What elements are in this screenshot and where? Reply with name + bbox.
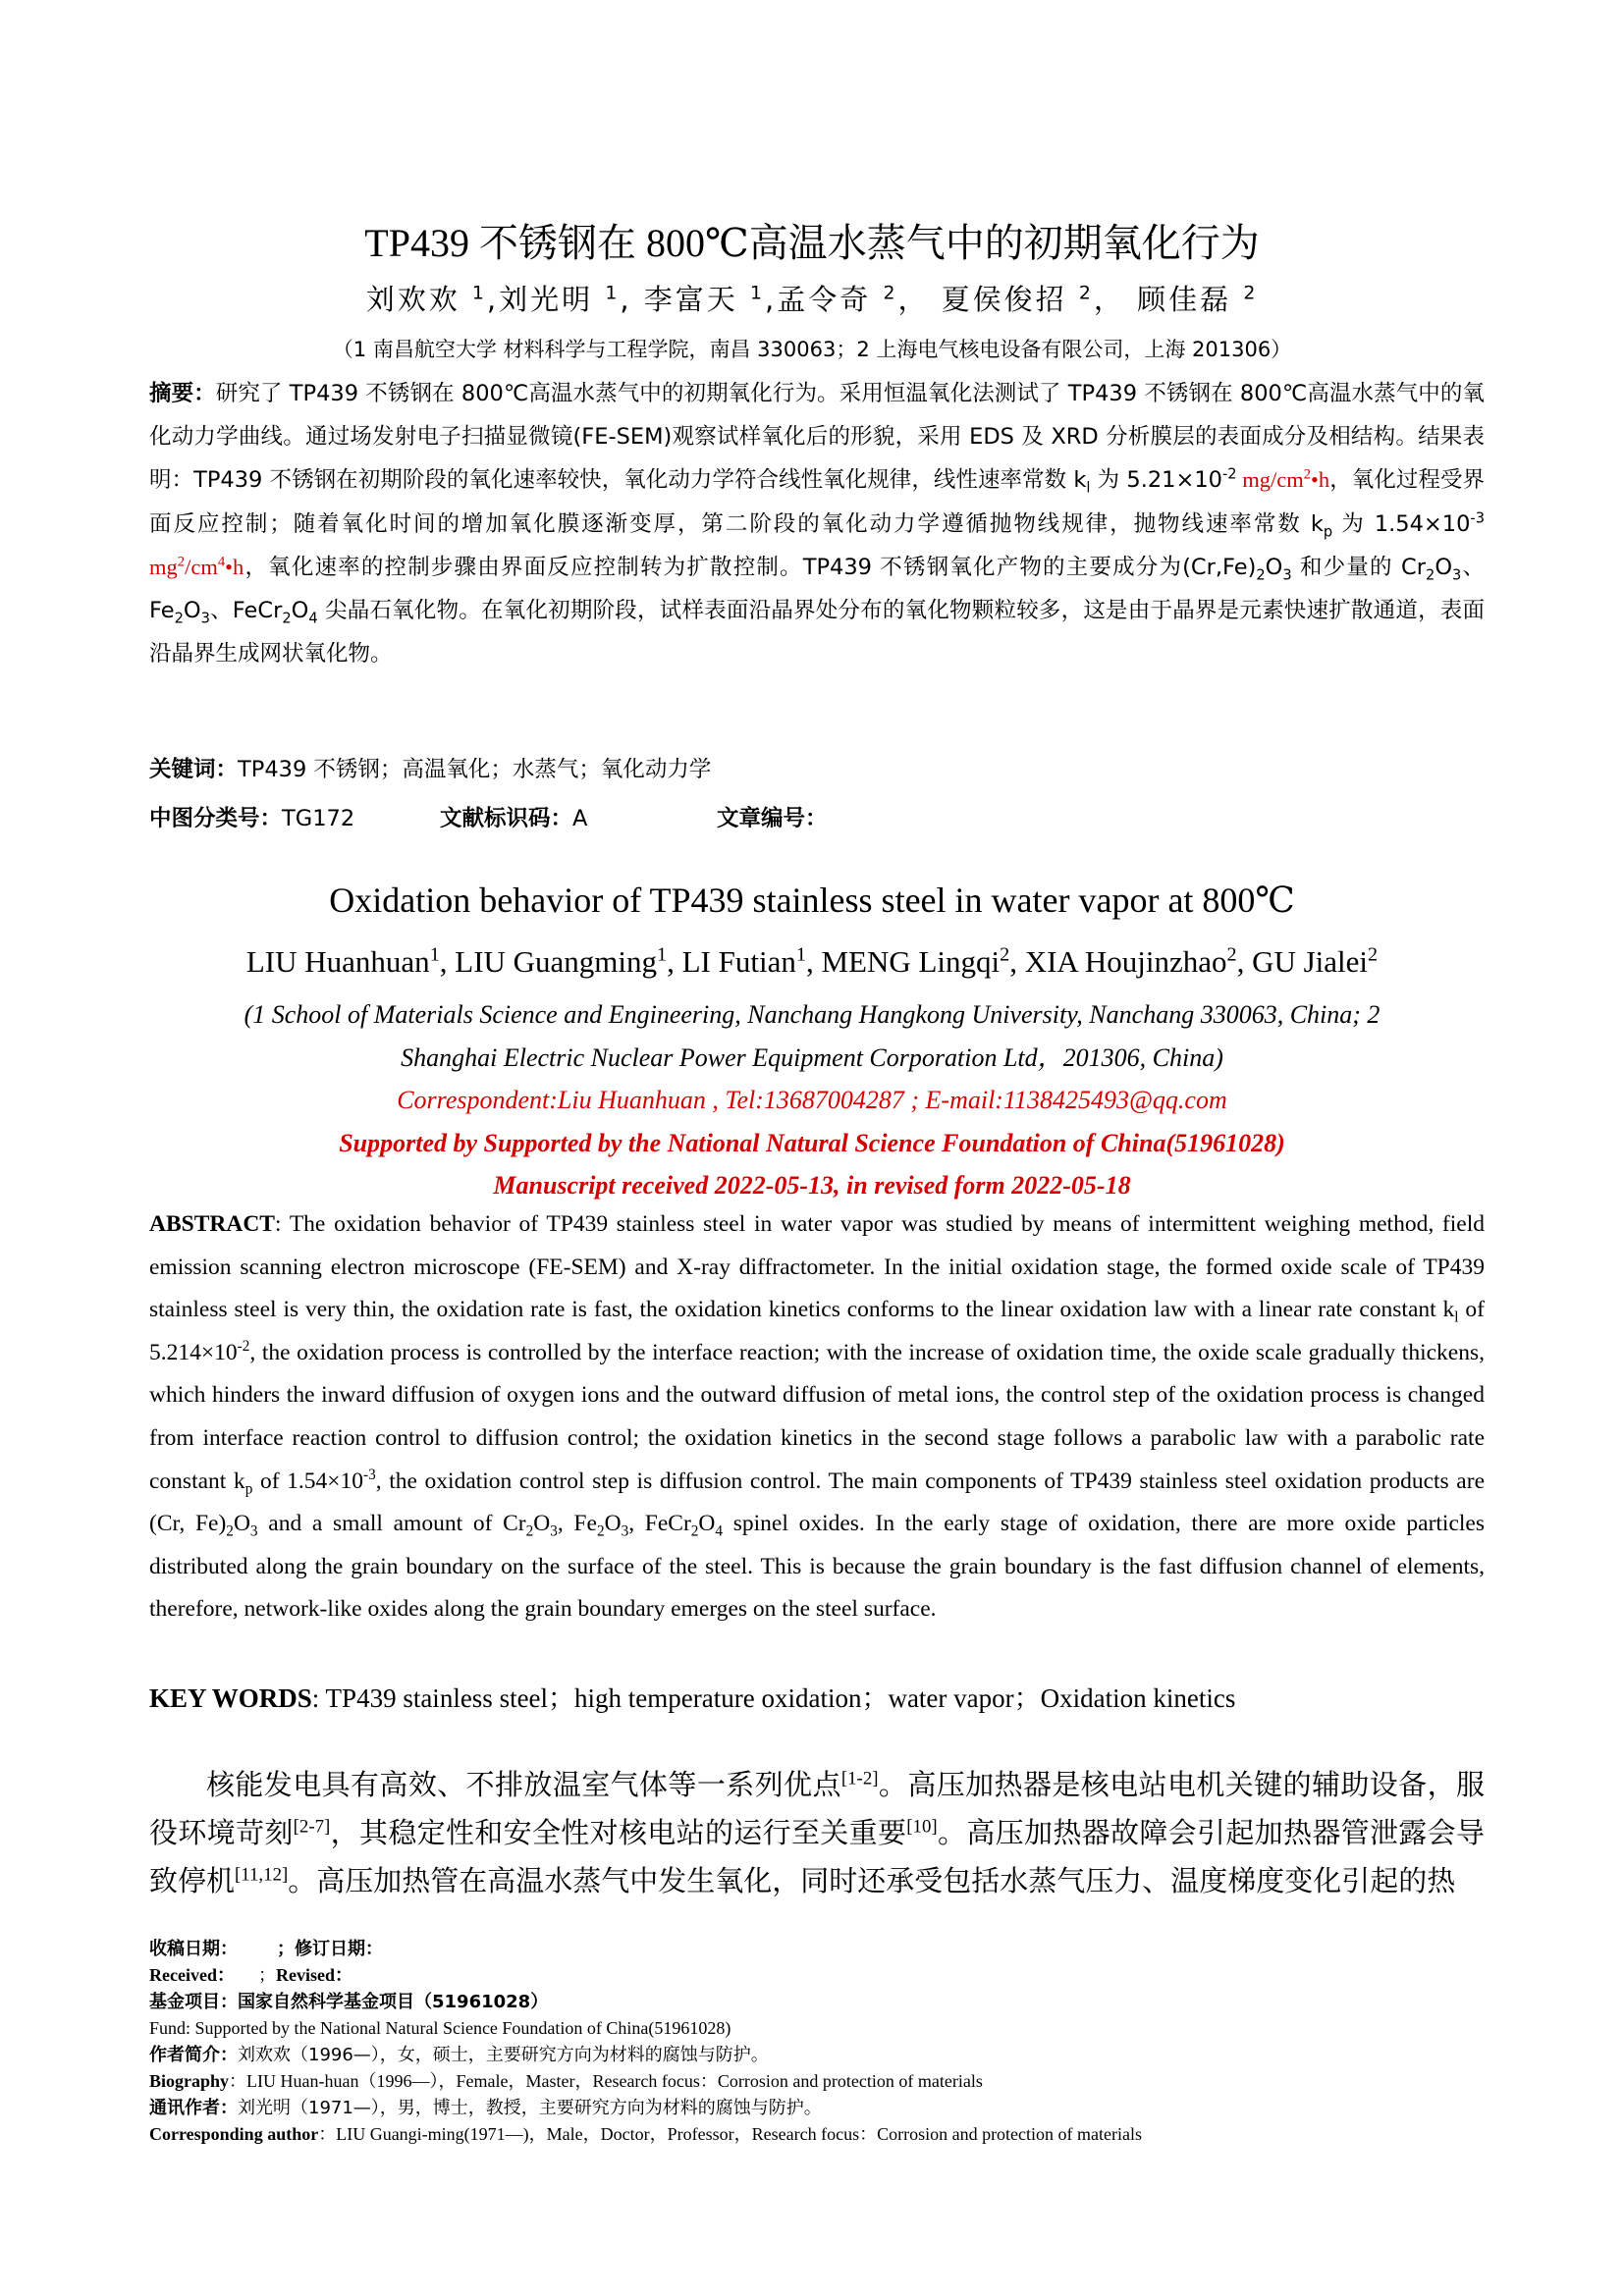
en-abstract-text: and a small amount of Cr: [257, 1511, 526, 1537]
author-name: LI Futian: [681, 944, 796, 979]
body-text: 。高压加热管在高温水蒸气中发生氧化，同时还承受包括水蒸气压力、温度梯度变化引起的热: [288, 1864, 1456, 1897]
citation-ref: [2-7]: [293, 1816, 331, 1838]
author-name: 李富天: [643, 283, 750, 316]
en-title: Oxidation behavior of TP439 stainless steel in water vapor at 800℃: [329, 881, 1295, 920]
cn-doc-label: 文献标识码：: [440, 806, 573, 831]
footnotes: [149, 1936, 1485, 2148]
author-affiliation-mark: 2: [1078, 283, 1094, 304]
sup: -2: [1221, 465, 1237, 483]
en-abstract-text: O: [233, 1511, 250, 1537]
sub: p: [244, 1480, 253, 1498]
unit-part: •h: [1311, 467, 1330, 493]
author-name: 夏侯俊招: [941, 283, 1079, 316]
unit-part: •h: [225, 555, 244, 580]
sub: 2: [226, 1522, 234, 1540]
sup: -2: [237, 1337, 250, 1355]
author-affiliation-mark: 2: [1226, 943, 1237, 966]
sub: 3: [200, 610, 210, 627]
manuscript-received-line: Manuscript received 2022-05-13, in revised form 2022-05-18: [493, 1171, 1131, 1200]
cn-abstract-text: 研究了 TP439 不锈钢在 800℃高温水蒸气中的初期氧化行为。采用恒温氧化法测试了 TP439 不锈钢在 800℃高温水蒸气中的氧化动力学曲线。通过场发射电子扫描显微镜(FE-SEM)观察试样氧化后的形貌，采用 EDS 及 XRD 分析膜层的表面成分及相结构。结果表明：TP439 不锈钢在初期阶段的氧化速率较快，氧化动力学符合线性氧化规律，线性速率常数 k: [149, 381, 1485, 494]
cn-affiliation: （1 南昌航空大学 材料科学与工程学院，南昌 330063；2 上海电气核电设备有限公司，上海 201306）: [332, 338, 1292, 361]
author-affiliation-mark: 1: [750, 283, 765, 304]
cn-abstract-text: ，氧化速率的控制步骤由界面反应控制转为扩散控制。TP439 不锈钢氧化产物的主要成分为(Cr,Fe): [244, 555, 1257, 581]
author-affiliation-mark: 2: [883, 283, 898, 304]
body-paragraph: [149, 1761, 1485, 1905]
unit-part: mg: [149, 555, 178, 580]
cn-classification: [149, 801, 1485, 832]
fn-text: Received：: [149, 1965, 235, 1985]
body-text: 。高压加热器是核电站电机关键的辅助设备，服役环境苛刻: [149, 1768, 1485, 1849]
en-keywords-label: KEY WORDS: [149, 1683, 312, 1713]
author-name: XIA Houjinzhao: [1024, 944, 1227, 979]
sub: 2: [596, 1522, 605, 1540]
sub: 3: [550, 1522, 558, 1540]
sub: 2: [525, 1522, 534, 1540]
sub: 2: [1426, 566, 1435, 584]
cn-abstract-text: 尖晶石氧化物。在氧化初期阶段，试样表面沿晶界处分布的氧化物颗粒较多，这是由于晶界是元素快速扩散通道，表面沿晶界生成网状氧化物。: [149, 597, 1486, 667]
cn-abstract-text: ，氧化过程受界面反应控制；随着氧化时间的增加氧化膜逐渐变厚，第二阶段的氧化动力学遵循抛物线规律，抛物线速率常数 k: [149, 467, 1486, 537]
author-separator: ,: [667, 944, 682, 979]
author-separator: ,: [765, 283, 778, 316]
en-abstract-text: spinel oxides. In the early stage of oxidation, there are more oxide particles distributed along the grain boundary on the surface of the steel. This is because the grain boundary is the fast diffusion channel of elements, therefore, network-like oxides along the grain boundary emerges on the steel surface.: [149, 1511, 1485, 1623]
fn-text: ；修订日期：: [277, 1939, 383, 1959]
cn-keywords-label: 关键词：: [149, 757, 239, 782]
author-separator: ,: [439, 944, 456, 979]
sub: 3: [1282, 566, 1292, 584]
sup: 2: [177, 554, 186, 570]
author-name: GU Jialei: [1252, 944, 1369, 979]
author-name: LIU Guangming: [455, 944, 658, 979]
cn-doc-field: [440, 801, 717, 832]
cn-abstract-text: O: [1265, 555, 1283, 581]
supported-line: Supported by Supported by the National Natural Science Foundation of China(51961028): [339, 1128, 1285, 1157]
en-abstract-label: ABSTRACT: [149, 1211, 275, 1237]
cn-abstract-text: 为 1.54×10: [1332, 510, 1471, 537]
sup: -3: [1470, 509, 1485, 527]
fn-label: Corresponding author: [149, 2124, 319, 2144]
author-affiliation-mark: 1: [471, 283, 487, 304]
author-name: MENG Lingqi: [821, 944, 1001, 979]
en-abstract-text: of 1.54×10: [252, 1468, 364, 1494]
cn-abstract-text: 、FeCr: [209, 597, 283, 623]
sub: 3: [249, 1522, 258, 1540]
author-affiliation-mark: 2: [1368, 943, 1379, 966]
author-separator: ，: [897, 283, 942, 316]
unit-part: /cm: [185, 555, 218, 580]
en-keywords: [149, 1677, 1485, 1715]
citation-ref: [10]: [906, 1816, 938, 1838]
en-abstract-text: of 5.214×10: [149, 1297, 1486, 1365]
body-text: ，其稳定性和安全性对核电站的运行至关重要: [330, 1816, 907, 1849]
author-affiliation-mark: 1: [429, 943, 440, 966]
author-affiliation-mark: 2: [1243, 283, 1259, 304]
fn-label: 通讯作者：: [149, 2098, 238, 2118]
cn-abstract: [149, 373, 1485, 675]
sub: 4: [715, 1522, 724, 1540]
footnote-bio-cn: [149, 2042, 1485, 2068]
sub: l: [1086, 479, 1091, 497]
cn-article-field: [717, 801, 828, 832]
author-name: 刘光明: [499, 283, 606, 316]
footnote-corr-cn: [149, 2095, 1485, 2121]
footnote-received-cn: [149, 1936, 1485, 1962]
en-keywords-text: : TP439 stainless steel；high temperature oxidation；water vapor；Oxidation kinetics: [311, 1683, 1236, 1713]
cn-abstract-text: 和少量的 Cr: [1291, 555, 1427, 581]
footnote-bio-en: [149, 2068, 1485, 2095]
cn-abstract-unit: [1237, 467, 1330, 492]
en-abstract-text: , Fe: [557, 1511, 597, 1537]
fn-text: 收稿日期：: [149, 1939, 238, 1959]
en-affiliation-line: Shanghai Electric Nuclear Power Equipment Corporation Ltd，201306, China): [401, 1042, 1223, 1072]
author-name: LIU Huanhuan: [245, 944, 430, 979]
cn-keywords-text: TP439 不锈钢；高温氧化；水蒸气；氧化动力学: [238, 757, 712, 782]
author-name: 孟令奇: [777, 283, 884, 316]
en-affiliation-line: (1 School of Materials Science and Engineering, Nanchang Hangkong University, Nanchang 330063, China; 2: [244, 1000, 1380, 1029]
cn-abstract-text: 、Fe: [149, 555, 1486, 623]
fn-text: ：LIU Guangi-ming(1971—)，Male，Doctor，Professor，Research focus：Corrosion and protection of materials: [318, 2124, 1143, 2144]
author-separator: ,: [805, 944, 822, 979]
cn-abstract-text: O: [183, 597, 201, 623]
cn-author-list: [0, 278, 1624, 318]
fn-text: 刘欢欢（1996—），女，硕士，主要研究方向为材料的腐蚀与防护。: [238, 2045, 769, 2065]
citation-ref: [1-2]: [840, 1768, 879, 1789]
sup: -3: [363, 1466, 376, 1483]
en-affiliation-block: [0, 993, 1624, 1207]
fn-text: 刘光明（1971—），男，博士，教授，主要研究方向为材料的腐蚀与防护。: [238, 2098, 822, 2118]
author-separator: ,: [620, 283, 644, 316]
sub: 4: [308, 610, 318, 627]
cn-title: TP439 不锈钢在 800℃高温水蒸气中的初期氧化行为: [364, 221, 1260, 265]
unit-part: mg/cm: [1236, 467, 1304, 493]
fn-label: 作者简介：: [149, 2045, 238, 2065]
en-abstract-text: , the oxidation control step is diffusion control. The main components of TP439 stainless steel oxidation products are (Cr, Fe): [149, 1468, 1485, 1537]
sub: l: [1454, 1308, 1459, 1326]
en-abstract-text: , FeCr: [628, 1511, 691, 1537]
en-abstract-text: , the oxidation process is controlled by the interface reaction; with the increase of oxidation time, the oxide scale gradually thickens, which hinders the inward diffusion of oxygen ions and the outward diffusion of metal ions, the control step of the oxidation process is changed from interface reaction control to diffusion control; the oxidation kinetics in the second stage follows a parabolic law with a parabolic rate constant k: [149, 1339, 1485, 1494]
en-author-list: [0, 944, 1624, 980]
cn-abstract-text: O: [1435, 555, 1453, 581]
en-abstract-text: O: [698, 1511, 716, 1537]
cn-keywords: [149, 752, 1485, 783]
author-affiliation-mark: 1: [605, 283, 621, 304]
author-name: 顾佳磊: [1137, 283, 1244, 316]
sub: 2: [1256, 566, 1266, 584]
author-name: 刘欢欢: [365, 283, 472, 316]
cn-abstract-label: 摘要：: [149, 381, 216, 406]
fn-label: Biography: [149, 2071, 230, 2091]
correspondent-line: Correspondent:Liu Huanhuan , Tel:13687004287 ; E-mail:1138425493@qq.com: [397, 1086, 1227, 1114]
en-abstract-text: O: [604, 1511, 622, 1537]
cn-abstract-unit: [149, 555, 244, 579]
body-text: 核能发电具有高效、不排放温室气体等一系列优点: [206, 1768, 841, 1801]
sub: 2: [690, 1522, 699, 1540]
author-separator: ,: [486, 283, 500, 316]
fn-text: Revised：: [275, 1965, 352, 1985]
cn-article-label: 文章编号：: [717, 806, 828, 831]
footnote-fund-cn: 基金项目：国家自然科学基金项目（51961028）: [149, 1992, 549, 2012]
sub: 2: [282, 610, 292, 627]
author-separator: ，: [1093, 283, 1138, 316]
fn-text: ：LIU Huan-huan（1996—），Female，Master，Research focus：Corrosion and protection of materials: [229, 2071, 983, 2091]
footnote-corr-en: [149, 2121, 1485, 2148]
en-abstract-text: : The oxidation behavior of TP439 stainless steel in water vapor was studied by means of intermittent weighing method, field emission scanning electron microscope (FE-SEM) and X-ray diffractometer. In the initial oxidation stage, the formed oxide scale of TP439 stainless steel is very thin, the oxidation rate is fast, the oxidation kinetics conforms to the linear oxidation law with a linear rate constant k: [149, 1211, 1485, 1323]
author-affiliation-mark: 1: [795, 943, 806, 966]
cn-class-value: TG172: [282, 806, 355, 831]
footnote-fund-en: Fund: Supported by the National Natural Science Foundation of China(51961028): [149, 2018, 731, 2038]
cn-abstract-text: O: [291, 597, 309, 623]
cn-class-label: 中图分类号：: [149, 806, 283, 831]
author-affiliation-mark: 1: [657, 943, 668, 966]
author-separator: ,: [1009, 944, 1025, 979]
sup: 4: [217, 554, 226, 570]
cn-doc-value: A: [572, 806, 588, 831]
body-text: 。高压加热器故障会引起加热器管泄露会导致停机: [149, 1816, 1485, 1897]
cn-abstract-text: 为 5.21×10: [1090, 467, 1222, 494]
fn-text: ；: [257, 1965, 276, 1985]
sub: p: [1323, 523, 1333, 541]
cn-class-field: [149, 801, 440, 832]
citation-ref: [11,12]: [235, 1864, 289, 1886]
sub: 2: [174, 610, 184, 627]
sub: 3: [621, 1522, 629, 1540]
author-affiliation-mark: 2: [1000, 943, 1010, 966]
author-separator: ,: [1236, 944, 1253, 979]
footnote-received-en: [149, 1962, 1485, 1989]
en-abstract: [149, 1203, 1485, 1631]
sup: 2: [1303, 466, 1312, 483]
sub: 3: [1452, 566, 1462, 584]
en-abstract-text: O: [533, 1511, 551, 1537]
